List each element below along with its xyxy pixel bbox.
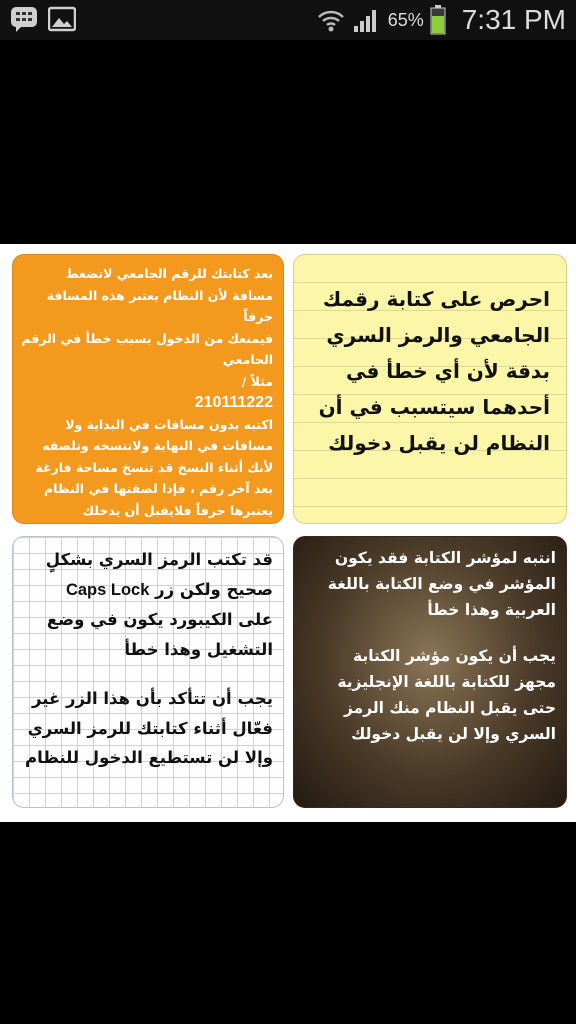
text-line: مثلاً / [241,373,273,389]
text-line: يجب أن يكون مؤشر الكتابة [352,647,556,665]
text-line: المؤشر في وضع الكتابة باللغة [327,575,556,593]
text-line: أحدهما سيتسبب في أن [318,395,550,419]
text-line: مسافات في النهاية ولاتنسخه وتلصقه [42,438,273,453]
tip-text [21,263,273,521]
tip-card-accurate-entry [293,254,567,524]
tip-card-keyboard-language [293,536,567,808]
text-line: النظام لن يقبل دخولك [328,431,550,455]
signal-icon [352,6,382,34]
gallery-notification-icon[interactable] [48,6,76,32]
tip-text [302,545,556,747]
text-line: بعد كتابتك للرقم الجامعي لاتضغط [65,266,273,281]
tip-text [306,281,550,461]
clock: 7:31 PM [461,4,566,35]
text-line: قد تكتب الرمز السري بشكلٍ [45,550,273,569]
text-line: لأنك أثناء النسخ قد تنسخ مساحة فارغة [35,459,273,475]
notification-icons [10,6,76,32]
text-line: وإلا لن تستطيع الدخول للنظام [25,748,273,767]
battery-icon [430,5,446,35]
text-line: مسافة لأن النظام يعتبر هذه المسافة حرفاً [46,287,273,324]
text-line: على الكيبورد يكون في وضع [46,610,273,629]
text-line: مجهز للكتابة باللغة الإنجليزية [337,673,556,691]
wifi-icon [316,6,346,34]
tip-card-caps-lock [12,536,284,808]
example-number: 210111222 [194,394,273,411]
text-line: التشغيل وهذا خطأ [124,639,273,659]
text-line: يعتبرها حرفاً فلايقبل أن يدخلك [82,502,273,518]
text-line: الجامعي والرمز السري [326,323,550,347]
text-line: بدقة لأن أي خطأ في [345,359,550,383]
text-line: احرص على كتابة رقمك [322,287,550,311]
tip-card-no-spaces [12,254,284,524]
bbm-notification-icon[interactable] [10,6,38,32]
text-line: اكتبه بدون مسافات في البداية ولا [65,416,273,432]
status-bar [0,0,576,40]
text-line: يجب أن تتأكد بأن هذا الزر غير [32,689,273,708]
text-line: فيمنعك من الدخول بسبب خطأ في الرقم [21,330,273,346]
text-line: حتى يقبل النظام منك الرمز [343,699,556,717]
caps-lock-label: Caps Lock [65,580,150,599]
battery-percent: 65% [387,9,424,30]
text-line: الجامعي [222,352,273,367]
text-line: انتبه لمؤشر الكتابة فقد يكون [334,549,556,567]
spacer [21,664,273,684]
text-line: بعد آخر رقم ، فإذا لصقتها في النظام [43,481,273,496]
tip-text [21,545,273,773]
text-line: السري وإلا لن يقبل دخولك [351,725,556,743]
text-line: فعّال أثناء كتابتك للرمز السري [27,718,273,738]
spacer [302,623,556,643]
text-fragment: صحيح ولكن زر [155,579,273,599]
system-status [316,4,566,36]
text-line [21,575,273,606]
text-line: العربية وهذا خطأ [427,601,556,619]
